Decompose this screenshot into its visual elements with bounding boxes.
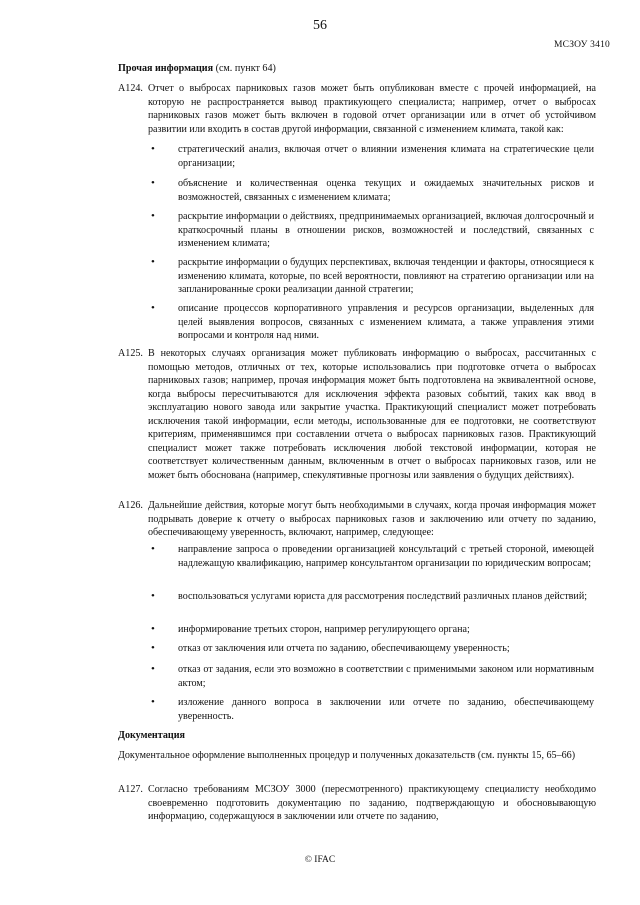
paragraph-text: Дальнейшие действия, которые могут быть необходимыми в случаях, когда прочая информация может подрывать доверие к отчету о выбросах парниковых газов и заключению или отчету по заданию, обеспечивающему уверенность, включают, например, следующее: (148, 500, 596, 538)
paragraph-number: А124. (118, 83, 143, 94)
bullet-icon: • (151, 623, 155, 635)
list-item-text: стратегический анализ, включая отчет о влиянии изменения климата на стратегические цели организации; (178, 144, 594, 169)
bullet-icon: • (151, 543, 155, 555)
list-item-text: изложение данного вопроса в заключении или отчете по заданию, обеспечивающему уверенность. (178, 697, 594, 722)
list-item (151, 663, 594, 690)
section-title: Документация (118, 730, 185, 741)
paragraph-text: Отчет о выбросах парниковых газов может быть опубликован вместе с прочей информацией, на которую не распространяется вывод практикующего специалиста; например, отчет о выбросах парниковых газов может быть включен в годовой отчет организации или в отчет об устойчивом развитии или входить в состав другой информации, связанной с изменением климата, такой как: (148, 83, 596, 135)
paragraph-text: Согласно требованиям МСЗОУ 3000 (пересмотренного) практикующему специалисту необходимо своевременно подготовить документацию по заданию, подтверждающую и обосновывающую информацию, содержащуюся в заключении или отчете по заданию, (148, 784, 596, 822)
list-item (151, 143, 594, 170)
list-item-text: описание процессов корпоративного управления и ресурсов организации, выделенных для целей выявления вопросов, связанных с изменением климата, а также управления этими вопросами и контроля над ними. (178, 303, 594, 341)
list-item (151, 210, 594, 251)
paragraph-number: А127. (118, 784, 143, 795)
paragraph-a125 (118, 347, 596, 482)
list-item-text: раскрытие информации о будущих перспективах, включая тенденции и факторы, относящиеся к изменению климата, которые, по всей вероятности, повлияют на стратегию организации или на запланированные сроки реализации данной стратегии; (178, 257, 594, 295)
list-item (151, 177, 594, 204)
document-id: МСЗОУ 3410 (554, 40, 610, 50)
paragraph-a127 (118, 783, 596, 824)
list-item-text: воспользоваться услугами юриста для рассмотрения последствий различных планов действий; (178, 591, 588, 602)
list-item-text: раскрытие информации о действиях, предпринимаемых организацией, включая долгосрочный и краткосрочный планы в отношении рисков, возможностей и последствий, связанных с изменением климата; (178, 211, 594, 249)
list-item-text: направление запроса о проведении организацией консультаций с третьей стороной, имеющей надлежащую квалификацию, например консультантом организации по юридическим вопросам; (178, 544, 594, 569)
bullet-icon: • (151, 696, 155, 708)
list-item-text: отказ от задания, если это возможно в соответствии с применимыми законом или нормативным актом; (178, 664, 594, 689)
list-item (151, 302, 594, 343)
bullet-icon: • (151, 663, 155, 675)
list-item (151, 623, 594, 637)
paragraph-number: А126. (118, 500, 143, 511)
list-item-text: информирование третьих сторон, например регулирующего органа; (178, 624, 470, 635)
bullet-icon: • (151, 642, 155, 654)
footer-copyright: © IFAC (304, 855, 336, 865)
section-reference: (см. пункт 64) (215, 63, 276, 74)
bullet-icon: • (151, 177, 155, 189)
list-item (151, 256, 594, 297)
page-number: 56 (313, 18, 327, 33)
list-item (151, 696, 594, 723)
paragraph-a126 (118, 499, 596, 540)
list-item (151, 642, 594, 656)
bullet-icon: • (151, 302, 155, 314)
section-heading-other-info (118, 62, 276, 76)
list-item (151, 543, 594, 570)
section-intro: Документальное оформление выполненных процедур и полученных доказательств (см. пункты 15, 65–66) (118, 750, 576, 761)
bullet-icon: • (151, 210, 155, 222)
list-item-text: объяснение и количественная оценка текущих и ожидаемых значительных рисков и возможностей, связанных с изменением климата; (178, 178, 594, 203)
list-item (151, 590, 594, 604)
paragraph-a124 (118, 82, 596, 136)
list-item-text: отказ от заключения или отчета по заданию, обеспечивающему уверенность; (178, 643, 510, 654)
paragraph-text: В некоторых случаях организация может публиковать информацию о выбросах, рассчитанных с помощью методов, отличных от тех, которые использовались при подготовке отчета о выбросах парниковых газов; например, прочая информация может быть подготовлена на эквивалентной основе, когда выбросы пересчитываются для исключения эффекта разовых событий, таких как ввод в эксплуатацию нового завода или закрытие участка. Практикующий специалист может потребовать исключения такой информации, если методы, использованные для ее подготовки, не соответствуют критериям, применявшимся при составлении отчета о выбросах парниковых газов. Практикующий специалист может также потребовать исключения любой текстовой информации, которая не соответствует количественным данным, включенным в отчет о выбросах парниковых газов, или не может быть обоснована (например, спекулятивные прогнозы или заявления о будущих действиях). (148, 348, 596, 481)
section-title: Прочая информация (118, 63, 214, 74)
section-heading-documentation (118, 729, 185, 743)
bullet-icon: • (151, 143, 155, 155)
bullet-icon: • (151, 590, 155, 602)
bullet-icon: • (151, 256, 155, 268)
paragraph-number: А125. (118, 348, 143, 359)
